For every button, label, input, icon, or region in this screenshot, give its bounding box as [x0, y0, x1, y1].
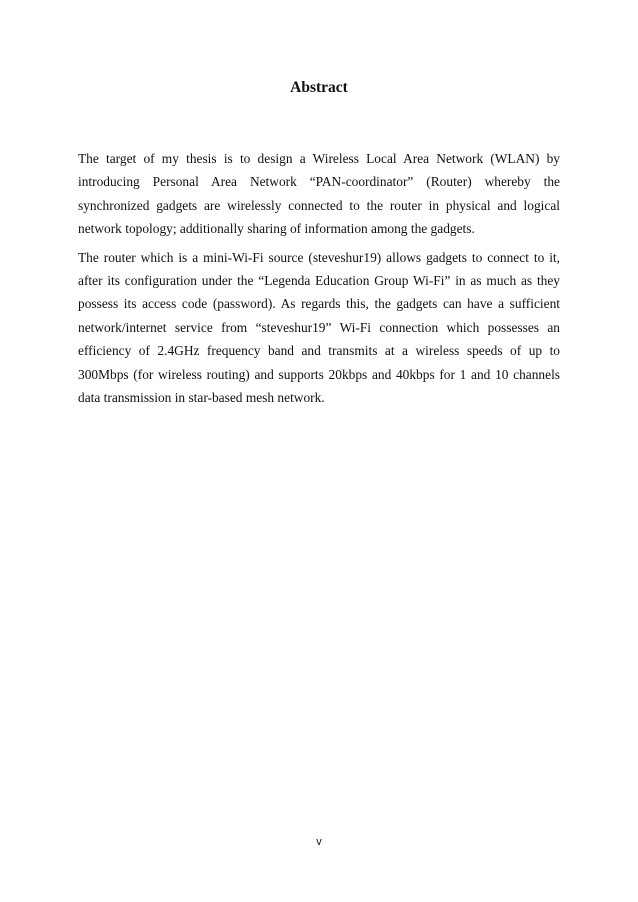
abstract-paragraph-1: The target of my thesis is to design a Wireless Local Area Network (WLAN) by introducing Personal Area Network “PAN-coordinator” (Router) whereby the synchronized gadgets are wirelessly connected to the router in physical and logical network topology; additionally sharing of information among the gadgets.: [78, 151, 560, 237]
abstract-paragraph-2: The router which is a mini-Wi-Fi source (steveshur19) allows gadgets to connect to it, after its configuration under the “Legenda Education Group Wi-Fi” in as much as they possess its access code (password). As regards this, the gadgets can have a sufficient network/internet service from “steveshur19” Wi-Fi connection which possesses an efficiency of 2.4GHz frequency band and transmits at a wireless speeds of up to 300Mbps (for wireless routing) and supports 20kbps and 40kbps for 1 and 10 channels data transmission in star-based mesh network.: [78, 249, 560, 406]
page-number: v: [316, 836, 322, 848]
page-title: Abstract: [290, 79, 348, 96]
abstract-body: [78, 147, 560, 414]
